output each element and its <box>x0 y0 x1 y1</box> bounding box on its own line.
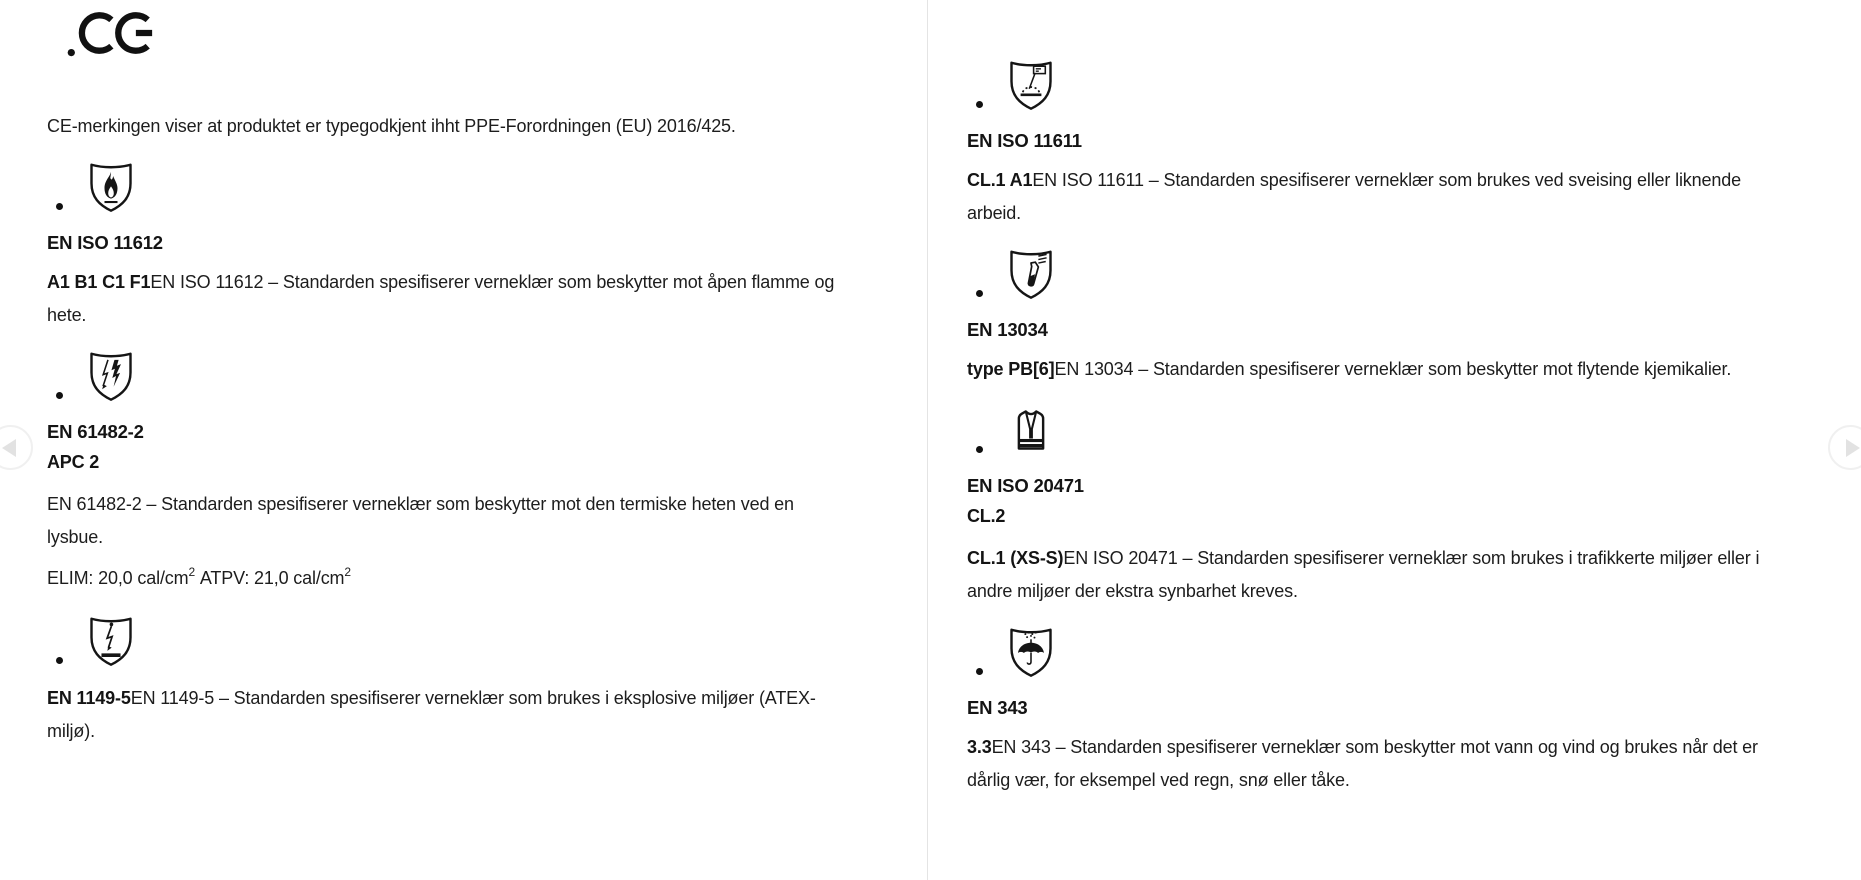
list-bullet <box>976 446 983 453</box>
standard-heading: EN 61482-2 <box>47 421 144 442</box>
list-bullet <box>976 290 983 297</box>
chevron-right-icon <box>1846 439 1860 457</box>
right-column <box>967 0 1827 797</box>
standard-heading: EN ISO 11612 <box>47 232 163 253</box>
carousel-next-button[interactable] <box>1828 425 1861 470</box>
standard-class-prefix: type PB[6] <box>967 359 1055 379</box>
standard-description-text: EN ISO 11612 – Standarden spesifiserer verneklær som beskytter mot åpen flamme og hete. <box>47 272 835 325</box>
standard-description-text: EN 13034 – Standarden spesifiserer verneklær som beskytter mot flytende kjemikalier. <box>1054 359 1732 379</box>
standard-section <box>967 55 1827 230</box>
carousel-prev-button[interactable] <box>0 425 33 470</box>
superscript-2: 2 <box>344 565 351 579</box>
standard-class-prefix: EN 1149-5 <box>47 688 131 708</box>
standard-pictogram-row <box>967 55 1827 113</box>
standard-class-line: APC 2 <box>47 452 100 472</box>
standard-class-line: CL.2 <box>967 506 1006 526</box>
standard-description <box>47 488 839 554</box>
standard-section <box>967 400 1827 608</box>
standard-description <box>967 731 1773 797</box>
standard-heading: EN 343 <box>967 697 1028 718</box>
standard-class-prefix: A1 B1 C1 F1 <box>47 272 151 292</box>
standard-section <box>47 157 899 332</box>
left-standards-list <box>47 157 899 748</box>
standard-description-text: EN 61482-2 – Standarden spesifiserer verneklær som beskytter mot den termiske heten ved en lysbue. <box>47 494 794 547</box>
chevron-left-icon <box>2 439 16 457</box>
standard-description-text: EN 343 – Standarden spesifiserer verneklær som beskytter mot vann og vind og brukes når det er dårlig vær, for eksempel ved regn, snø eller tåke. <box>967 737 1758 790</box>
standard-description-text: EN 1149-5 – Standarden spesifiserer verneklær som brukes i eksplosive miljøer (ATEX-miljø). <box>47 688 816 741</box>
left-column <box>47 0 899 748</box>
standard-pictogram-row <box>967 244 1827 302</box>
standard-heading: EN 13034 <box>967 319 1048 340</box>
right-standards-list <box>967 55 1827 797</box>
standard-pictogram-row <box>967 622 1827 680</box>
list-bullet <box>56 657 63 664</box>
standard-pictogram-row <box>967 400 1827 458</box>
standard-pictogram-row <box>47 611 899 669</box>
list-bullet <box>56 392 63 399</box>
standard-description-text: EN ISO 20471 – Standarden spesifiserer verneklær som brukes i trafikkerte miljøer eller i andre miljøer der ekstra synbarhet kreves. <box>967 548 1760 601</box>
list-bullet <box>976 668 983 675</box>
standard-class-prefix: CL.1 (XS-S) <box>967 548 1064 568</box>
chemical-splash-shield-icon <box>1005 244 1057 302</box>
rain-protection-shield-icon <box>1005 622 1057 680</box>
electrostatic-shield-icon <box>85 611 137 669</box>
standard-description <box>967 353 1773 386</box>
standard-description <box>47 682 839 748</box>
welding-shield-icon <box>1005 55 1057 113</box>
standard-description <box>47 266 839 332</box>
flame-protection-shield-icon <box>85 157 137 215</box>
standard-heading: EN ISO 11611 <box>967 130 1082 151</box>
standard-section <box>47 611 899 748</box>
superscript-2: 2 <box>188 565 196 579</box>
ce-description: CE-merkingen viser at produktet er typegodkjent ihht PPE-Forordningen (EU) 2016/425. <box>47 116 736 136</box>
arc-flash-shield-icon <box>85 346 137 404</box>
elim-atpv-values: ELIM: 20,0 cal/$cm^2$ ATPV: 21,0 cal/$cm^2$ <box>47 565 351 588</box>
standard-heading: EN ISO 20471 <box>967 475 1084 496</box>
hi-vis-vest-icon <box>1005 400 1057 458</box>
standard-pictogram-row <box>47 346 899 404</box>
standard-pictogram-row <box>47 157 899 215</box>
standard-section <box>47 346 899 597</box>
ce-mark-logo <box>67 8 155 58</box>
list-bullet <box>56 203 63 210</box>
standard-class-prefix: CL.1 A1 <box>967 170 1033 190</box>
column-divider <box>927 0 928 880</box>
standard-description-text: EN ISO 11611 – Standarden spesifiserer verneklær som brukes ved sveising eller liknende arbeid. <box>967 170 1741 223</box>
standard-description <box>967 542 1773 608</box>
list-bullet <box>976 101 983 108</box>
standard-section <box>967 244 1827 386</box>
standard-class-prefix: 3.3 <box>967 737 992 757</box>
standard-section <box>967 622 1827 797</box>
standard-description <box>967 164 1773 230</box>
